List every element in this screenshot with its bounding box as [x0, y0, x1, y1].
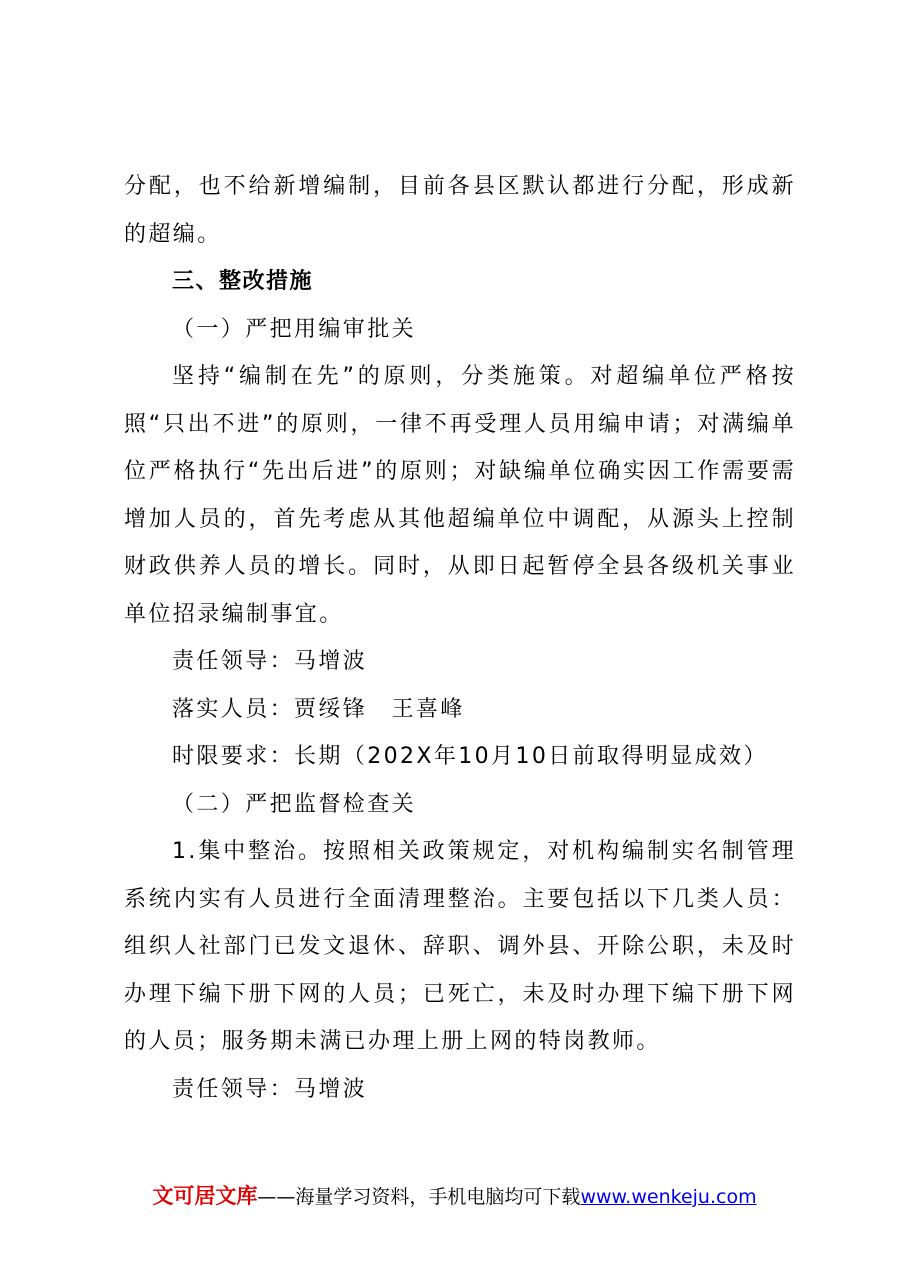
subheading-supervision: （二）严把监督检查关 — [172, 791, 417, 817]
paragraph-approval-policy: 坚持“编制在先”的原则，分类施策。对超编单位严格按照“只出不进”的原则，一律不再受理人员用编申请；对满编单位严格执行“先出后进”的原则；对缺编单位确实因工作需要需增加人员的，首先考虑从其他超编单位中调配，从源头上控制财政供养人员的增长。同时，从即日起暂停全县各级机关事业单位招录编制事宜。 — [124, 364, 796, 627]
implementing-staff: 落实人员：贾绥锋 王喜峰 — [172, 696, 465, 722]
footer-tagline: ——海量学习资料，手机电脑均可下载 — [257, 1186, 581, 1208]
responsible-leader: 责任领导：马增波 — [172, 649, 368, 674]
footer-banner — [0, 1180, 909, 1213]
section-heading-rectification: 三、整改措施 — [172, 269, 314, 294]
responsible-leader-2: 责任领导：马增波 — [172, 1076, 368, 1102]
deadline-requirement: 时限要求：长期（202X年10月10日前取得明显成效） — [172, 744, 768, 769]
footer-site-link[interactable]: www.wenkeju.com — [580, 1186, 757, 1208]
paragraph-centralized-rectification: 1.集中整治。按照相关政策规定，对机构编制实名制管理系统内实有人员进行全面清理整治。主要包括以下几类人员：组织人社部门已发文退休、辞职、调外县、开除公职，未及时办理下编下册下网的人员；已死亡，未及时办理下编下册下网的人员；服务期未满已办理上册上网的特岗教师。 — [124, 839, 796, 1054]
document-body — [124, 163, 796, 1113]
subheading-approval: （一）严把用编审批关 — [172, 316, 417, 342]
footer-brand: 文可居文库 — [152, 1184, 258, 1208]
paragraph-continuation: 分配，也不给新增编制，目前各县区默认都进行分配，形成新的超编。 — [124, 174, 796, 247]
